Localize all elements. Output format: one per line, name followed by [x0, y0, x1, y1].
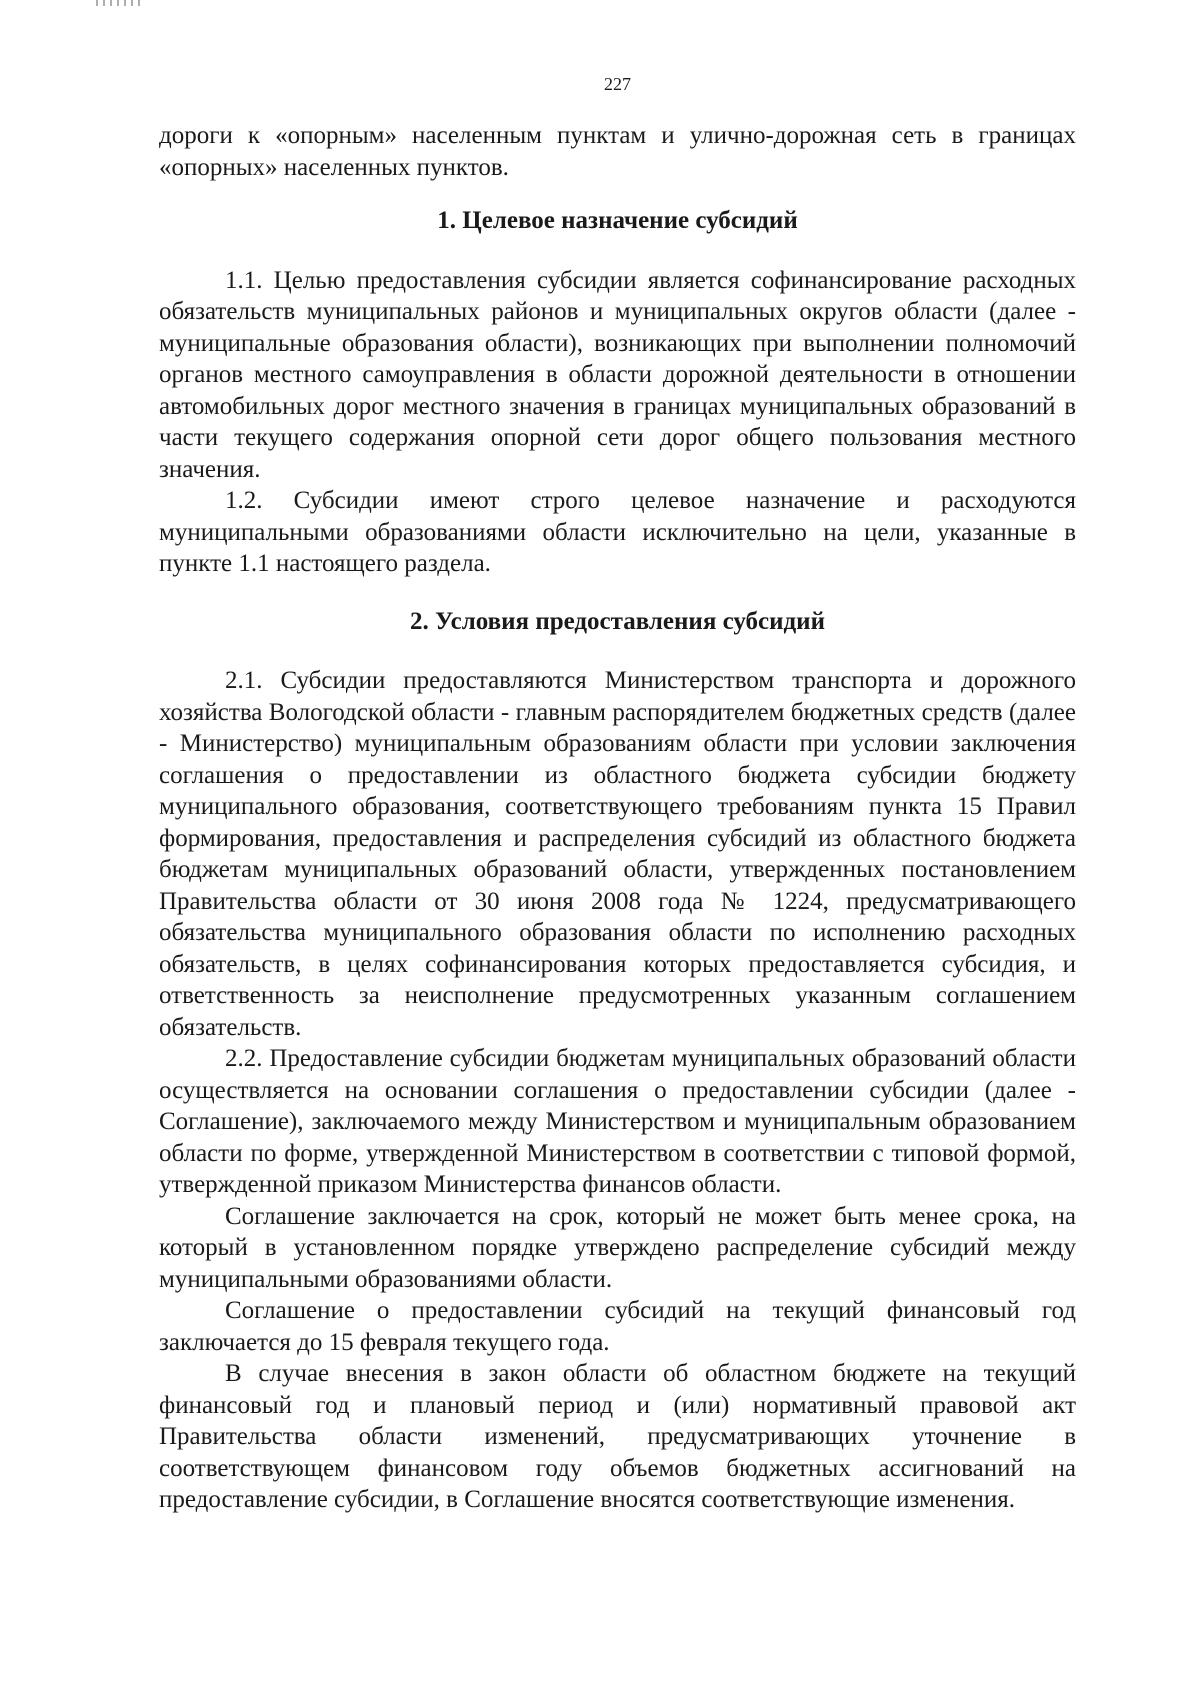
paragraph-1-1: 1.1. Целью предоставления субсидии является софинансирование расходных обязательств муниципальных районов и муниципальных округов области (далее - муниципальные образования области), возникающих при выполнении полномочий органов местного самоуправления в области дорожной деятельности в отношении автомобильных дорог местного значения в границах муниципальных образований в части текущего содержания опорной сети дорог общего пользования местного значения.: [159, 266, 1076, 483]
paragraph-1-2: 1.2. Субсидии имеют строго целевое назначение и расходуются муниципальными образованиями области исключительно на цели, указанные в пункте 1.1 настоящего раздела.: [159, 487, 1076, 577]
paragraph-agreement-deadline: Соглашение о предоставлении субсидий на текущий финансовый год заключается до 15 февраля текущего года.: [159, 1297, 1076, 1356]
paragraph-agreement-term: Соглашение заключается на срок, который не может быть менее срока, на который в установленном порядке утверждено распределение субсидий между муниципальными образованиями области.: [159, 1202, 1076, 1293]
paragraph-amendments: В случае внесения в закон области об областном бюджете на текущий финансовый год и плановый период и (или) нормативный правовой акт Правительства области изменений, предусматривающих уточнение в соответствующем финансовом году объемов бюджетных ассигнований на предоставление субсидии, в Соглашение вносятся соответствующие изменения.: [159, 1360, 1076, 1513]
section-2-heading: 2. Условия предоставления субсидий: [409, 607, 825, 635]
scan-artifact: [96, 0, 140, 6]
page-number: 227: [604, 74, 631, 94]
section-1-heading: 1. Целевое назначение субсидий: [437, 207, 798, 234]
paragraph-2-2: 2.2. Предоставление субсидии бюджетам муниципальных образований области осуществляется на основании соглашения о предоставлении субсидии (далее - Соглашение), заключаемого между Министерством и муниципальным образованием области по форме, утвержденной Министерством в соответствии с типовой формой, утвержденной приказом Министерства финансов области.: [159, 1045, 1076, 1198]
intro-paragraph: дороги к «опорным» населенным пунктам и улично-дорожная сеть в границах «опорных» населенных пунктов.: [159, 122, 1076, 181]
paragraph-2-1: 2.1. Субсидии предоставляются Министерством транспорта и дорожного хозяйства Вологодской области - главным распорядителем бюджетных средств (далее - Министерство) муниципальным образованиям области при условии заключения соглашения о предоставлении из областного бюджета субсидии бюджету муниципального образования, соответствующего требованиям пункта 15 Правил формирования, предоставления и распределения субсидий из областного бюджета бюджетам муниципальных образований области, утвержденных постановлением Правительства области от 30 июня 2008 года № 1224, предусматривающего обязательства муниципального образования области по исполнению расходных обязательств, в целях софинансирования которых предоставляется субсидия, и ответственность за неисполнение предусмотренных указанным соглашением обязательств.: [159, 667, 1076, 1041]
